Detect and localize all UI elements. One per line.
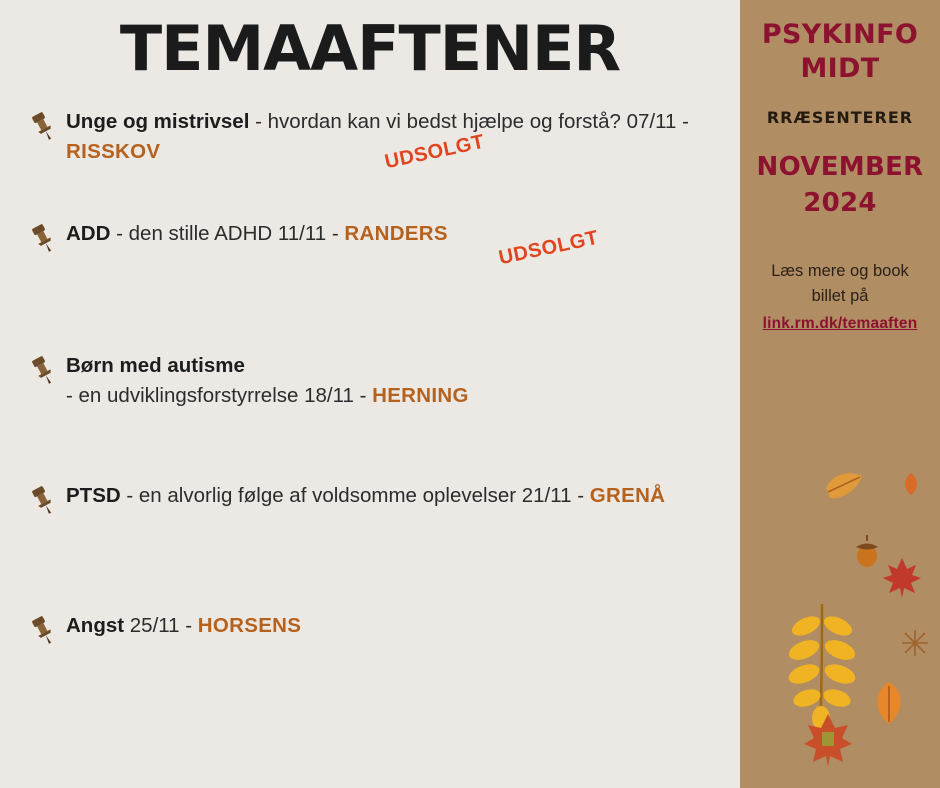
leaf-icon — [868, 680, 910, 726]
event-title: Unge og mistrivsel — [66, 110, 250, 133]
date-block — [740, 149, 940, 221]
status-badge: UDSOLGT — [496, 226, 601, 270]
event-detail: - den stille ADHD 11/11 - — [110, 222, 345, 245]
list-item — [26, 351, 720, 481]
event-title: ADD — [66, 222, 111, 245]
leaf-icon — [900, 472, 922, 496]
page-title: TEMAAFTENER — [119, 12, 621, 85]
sprig-icon — [900, 628, 930, 658]
booking-line-1: Læs mere og book — [771, 262, 909, 280]
event-text — [66, 481, 720, 511]
event-text — [66, 351, 720, 411]
event-city: RANDERS — [344, 222, 448, 245]
month-label: NOVEMBER — [756, 152, 924, 182]
presents-label: RRÆSENTERER — [766, 108, 914, 127]
event-title: Angst — [66, 614, 125, 637]
status-badge: UDSOLGT — [382, 130, 487, 174]
pushpin-icon — [26, 351, 66, 387]
pushpin-icon — [26, 611, 66, 647]
booking-line-2: billet på — [811, 287, 869, 305]
pushpin-icon — [26, 219, 66, 255]
booking-link[interactable]: link.rm.dk/temaaften — [762, 315, 918, 332]
event-text — [66, 611, 720, 641]
sidebar — [740, 0, 940, 788]
event-detail: 25/11 - — [124, 614, 198, 637]
pushpin-icon — [26, 107, 66, 143]
brand-name — [740, 18, 940, 86]
pushpin-icon — [26, 481, 66, 517]
acorn-icon — [852, 534, 882, 568]
event-text — [66, 107, 720, 174]
list-item — [26, 611, 720, 671]
booking-info — [740, 259, 940, 336]
leaf-icon — [882, 556, 922, 600]
brand-line-2: MIDT — [800, 53, 880, 84]
event-title: PTSD — [66, 484, 121, 507]
event-list — [0, 107, 740, 671]
event-title: Børn med autisme — [66, 354, 245, 377]
event-city: GRENÅ — [589, 484, 666, 507]
event-city: RISSKOV — [66, 140, 161, 163]
list-item — [26, 481, 720, 611]
event-city: HORSENS — [197, 614, 302, 637]
leaf-icon — [822, 468, 866, 506]
event-text — [66, 219, 720, 270]
year-label: 2024 — [803, 188, 877, 218]
event-detail: - en alvorlig følge af voldsomme oplevelser 21/11 - — [120, 484, 590, 507]
leaf-icon — [776, 600, 866, 730]
event-detail: - hvordan kan vi bedst hjælpe og forstå? 07/11 - — [249, 110, 689, 133]
list-item — [26, 107, 720, 219]
brand-line-1: PSYKINFO — [761, 19, 919, 50]
event-city: HERNING — [372, 384, 469, 407]
autumn-leaves-decoration — [740, 430, 940, 788]
leaf-icon — [802, 712, 854, 768]
event-detail: - en udviklingsforstyrrelse 18/11 - — [66, 384, 373, 407]
list-item — [26, 219, 720, 351]
